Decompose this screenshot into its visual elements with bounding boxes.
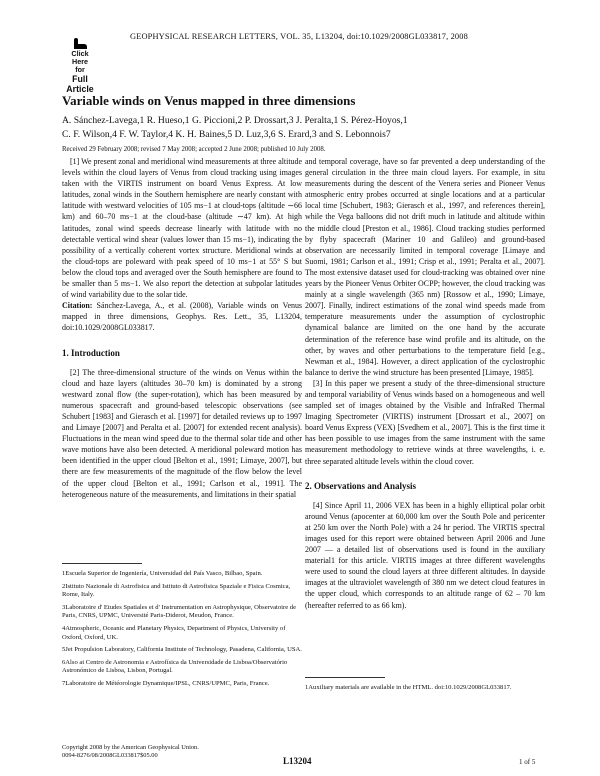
page-article-id: L13204 — [283, 756, 312, 766]
journal-header: GEOPHYSICAL RESEARCH LETTERS, VOL. 35, L13204, doi:10.1029/2008GL033817, 2008 — [130, 32, 468, 41]
footnote-rule — [62, 563, 142, 564]
right-column — [305, 156, 545, 611]
footnote-rule — [305, 677, 385, 678]
author-list — [62, 114, 532, 142]
intro-paragraph-2: [2] The three-dimensional structure of the winds on Venus within the cloud and haze layers (altitudes 30–70 km) is dominated by a strong westward zonal flow (the super-rotation), which has been measured by numerous spacecraft and ground-based telescopic observations (see Schubert [1983] and Gierasch et al. [1997] for detailed reviews up to 1997 and Limaye [2007] and Peralta et al. [2007] for extended recent analysis). Fluctuations in the mean wind speed due to the thermal solar tide and other wave motions have also been detected. A meridional poleward motion has been identified in the upper cloud [Belton et al., 1991; Limaye, 2007], but there are few measurements of the magnitude of the flow below the level of the upper cloud [Belton et al., 1991; Carlson et al., 1991]. The heterogeneous nature of the measurements, and limitations in their spatial — [62, 367, 302, 499]
citation — [62, 300, 302, 333]
intro-paragraph-2-continued: and temporal coverage, have so far prevented a deep understanding of the general circulation in the three main cloud layers. For example, in situ measurements during the descent of the Venera series and Pioneer Venus atmospheric entry probes occurred at single locations and at a particular local time [Schubert, 1983; Gierasch et al., 1997, and references therein], while the Vega balloons did not drift much in latitude and altitude within the middle cloud [Preston et al., 1986]. Cloud tracking studies performed by flyby spacecraft (Mariner 10 and Galileo) and ground-based observation are necessarily limited in temporal coverage [Limaye and Suomi, 1981; Carlson et al., 1991; Crisp et al., 1991; Peralta et al., 2007]. The most extensive dataset used for cloud-tracking was obtained over nine years by the Pioneer Venus Orbiter OCPP; however, the cloud tracking was mainly at a single wavelength (365 nm) [Rossow et al., 1990; Limaye, 2007]. Finally, indirect estimations of the zonal wind speeds made from temperature measurements under the assumption of cyclostrophic dynamical balance are limited on the one hand by the accurate determination of the reference base wind profile and its altitude, on the other, by waves and other perturbations to the temperature field [e.g., Newman et al., 1984]. However, a direct application of the cyclostrophic balance to derive the wind structure has been presented [Limaye, 1985]. — [305, 157, 545, 377]
article-title: Variable winds on Venus mapped in three dimensions — [62, 94, 356, 108]
received-dates: Received 29 February 2008; revised 7 May 2008; accepted 2 June 2008; published 10 July 2008. — [62, 146, 326, 153]
logo-line: Click — [71, 49, 89, 58]
section-heading-introduction: 1. Introduction — [62, 347, 120, 358]
affiliation-footnote: 6Also at Centro de Astronomia e Astrofísica da Universidade de Lisboa/Observatório Astronómico de Lisboa, Lisbon, Portugal. — [62, 658, 288, 675]
affiliation-footnote: 3Laboratoire d' Etudes Spatiales et d' Instrumentation en Astrophysique, Observatoire de Paris, CNRS, UPMC, Université Paris-Diderot, Meudon, France. — [62, 603, 297, 620]
logo-line: Full — [72, 74, 88, 84]
abstract-paragraph: [1] We present zonal and meridional wind measurements at three altitude levels within the cloud layers of Venus from cloud tracking using images taken with the VIRTIS instrument on board Venus Express. At low latitudes, zonal winds in the Southern hemisphere are nearly constant with latitude with westward velocities of 105 ms−1 at cloud-tops (altitude ∼66 km) and 60–70 ms−1 at the cloud-base (altitude ∼47 km). At high latitudes, zonal wind speeds decrease linearly with latitude with no detectable vertical wind shear (values lower than 15 ms−1), indicating the possibility of a vertically coherent vortex structure. Meridional winds at the cloud-tops are poleward with peak speed of 10 ms−1 at 55° S but below the cloud tops and averaged over the South hemisphere are found to be smaller than 5 ms−1. We also report the detection at subpolar latitudes of wind variability due to the solar tide. — [62, 157, 302, 300]
observations-paragraph-4: [4] Since April 11, 2006 VEX has been in a highly elliptical polar orbit around Venus (apocenter at 60,000 km over the South Pole and pericenter at 250 km over the North Pole) with a 24 hr period. The VIRTIS spectral images used for this report were obtained between April 2006 and June 2007 — a detailed list of observations used is found in the auxiliary material1 for this article. VIRTIS images at three different wavelengths were used to sound the cloud layers at three different altitudes. In dayside images at the ultraviolet wavelength of 380 nm we detect cloud features in the upper cloud, which corresponds to an altitude range of 62 – 70 km (hereafter referred to as 66 km). — [305, 500, 545, 610]
authors-line: C. F. Wilson,4 F. W. Taylor,4 K. H. Baines,5 D. Luz,3,6 S. Erard,3 and S. Lebonnois7 — [62, 129, 391, 140]
affiliation-footnote: 4Atmospheric, Oceanic and Planetary Physics, Department of Physics, University of Oxford, Oxford, UK. — [62, 624, 286, 641]
page-number: 1 of 5 — [519, 758, 536, 766]
section-heading-observations: 2. Observations and Analysis — [305, 480, 417, 491]
citation-text: Sánchez-Lavega, A., et al. (2008), Variable winds on Venus mapped in three dimensions, Geophys. Res. Lett., 35, L13204, doi:10.1029/2008GL033817. — [62, 301, 303, 333]
copyright-line: 0094-8276/08/2008GL033817$05.00 — [62, 752, 158, 760]
logo-line: Article — [66, 84, 94, 94]
intro-paragraph-3: [3] In this paper we present a study of the three-dimensional structure and temporal variability of Venus winds based on a homogeneous and well sampled set of images obtained by the Visible and InfraRed Thermal Imaging Spectrometer (VIRTIS) instrument [Drossart et al., 2007] on board Venus Express (VEX) [Svedhem et al., 2007]. This is the first time it has been possible to use images from the same instrument with the same measurement methodology to retrieve winds at three wavelengths, i. e. three separated altitude levels within the cloud cover. — [305, 378, 545, 466]
affiliation-footnote: 1Escuela Superior de Ingeniería, Universidad del País Vasco, Bilbao, Spain. — [62, 570, 263, 577]
full-article-link[interactable] — [58, 36, 102, 94]
affiliation-footnote: 7Laboratoire de Météorologie Dynamique/IPSL, CNRS/UPMC, Paris, France. — [62, 679, 270, 687]
cursor-hand-icon — [68, 36, 90, 50]
auxiliary-footnote-block — [305, 677, 545, 693]
logo-line: for — [75, 65, 85, 74]
authors-line: A. Sánchez-Lavega,1 R. Hueso,1 G. Piccioni,2 P. Drossart,3 J. Peralta,1 S. Pérez-Hoyos,1 — [62, 115, 408, 126]
left-column — [62, 156, 302, 500]
copyright — [62, 744, 199, 760]
auxiliary-footnote: 1Auxiliary materials are available in the HTML. doi:10.1029/2008GL033817. — [305, 684, 512, 691]
copyright-line: Copyright 2008 by the American Geophysical Union. — [62, 744, 199, 751]
affiliation-footnote: 5Jet Propulsion Laboratory, California Institute of Technology, Pasadena, California, USA. — [62, 646, 302, 654]
affiliation-footnote: 2Istituto Nazionale di Astrofisica and Istituto di Astrofisica Spaziale e Fisica Cosmica, Rome, Italy. — [62, 582, 291, 599]
logo-line: Here — [72, 57, 88, 66]
affiliation-footnotes — [62, 563, 302, 693]
citation-label: Citation: — [62, 301, 93, 311]
